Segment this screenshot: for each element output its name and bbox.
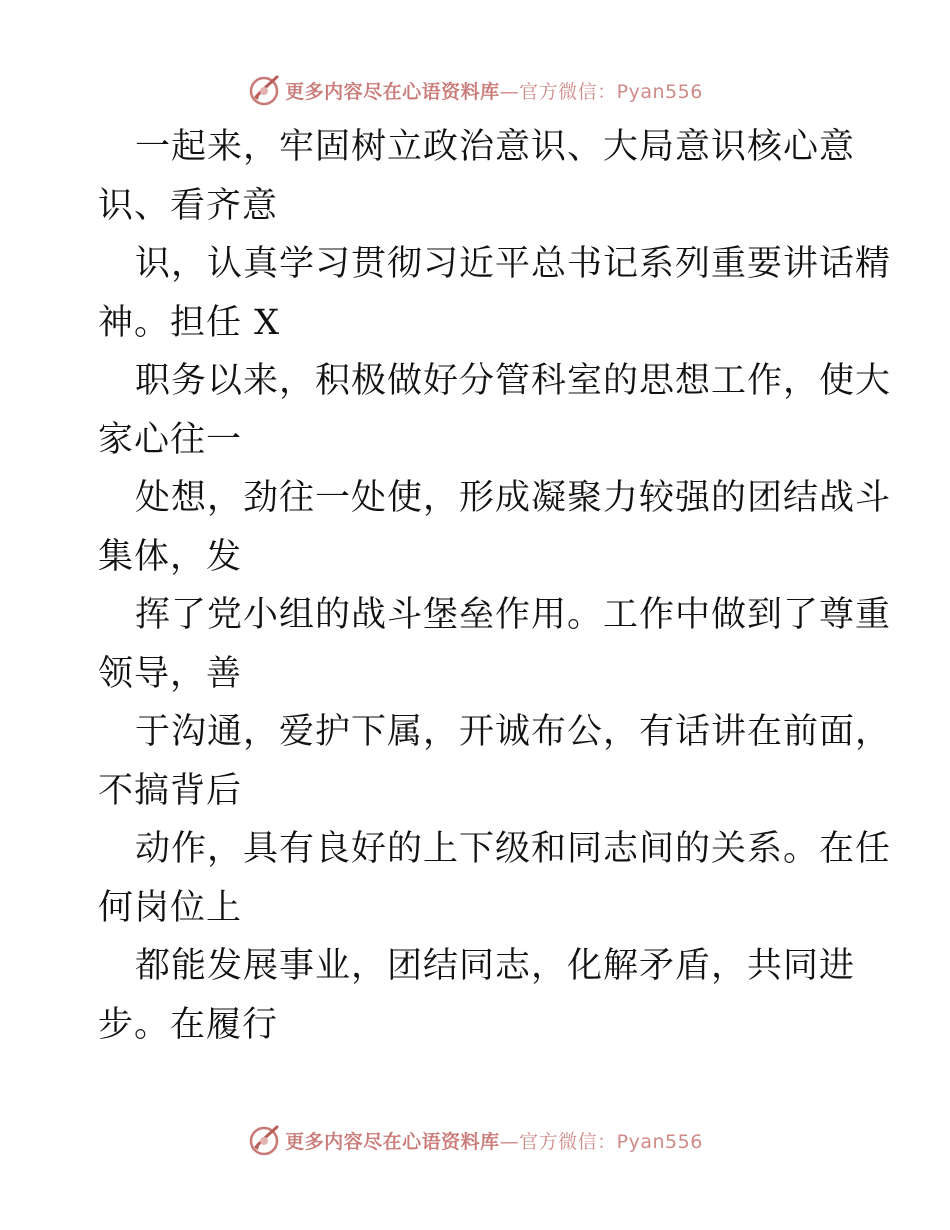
body-line: 职务以来，积极做好分管科室的思想工作，使大 [135,361,892,401]
body-line: 何岗位上 [98,887,243,928]
brush-logo-icon [247,73,281,107]
banner-text [285,1127,703,1154]
banner-official-text: 官方微信：Pyan556 [519,1130,703,1153]
body-line: 都能发展事业，团结同志，化解矛盾，共同进 [135,946,856,986]
body-line: 于沟通，爱护下属，开诚布公，有话讲在前面， [135,712,892,752]
body-line: 神。担任 X [98,302,281,343]
body-line: 处想，劲往一处使，形成凝聚力较强的团结战斗 [135,478,892,518]
brush-logo-icon [247,1123,281,1157]
body-line: 不搞背后 [98,770,243,811]
banner-official-text: 官方微信：Pyan556 [519,80,703,103]
body-line: 步。在履行 [98,1004,279,1045]
document-body [98,118,892,1054]
banner-site-text: 更多内容尽在心语资料库 [285,80,500,103]
body-line: 识，认真学习贯彻习近平总书记系列重要讲话精 [135,244,892,284]
body-line: 识、看齐意 [98,185,279,226]
banner-text [285,77,703,104]
banner-dash: — [499,1130,520,1153]
body-line: 动作，具有良好的上下级和同志间的关系。在任 [135,829,892,869]
body-line: 集体，发 [98,536,243,577]
footer-banner [0,1120,950,1160]
body-line: 领导，善 [98,653,243,694]
body-line: 挥了党小组的战斗堡垒作用。工作中做到了尊重 [135,595,892,635]
banner-site-text: 更多内容尽在心语资料库 [285,1130,500,1153]
body-line: 家心往一 [98,419,243,460]
header-banner [0,70,950,110]
banner-dash: — [499,80,520,103]
body-line: 一起来，牢固树立政治意识、大局意识核心意 [135,127,856,167]
